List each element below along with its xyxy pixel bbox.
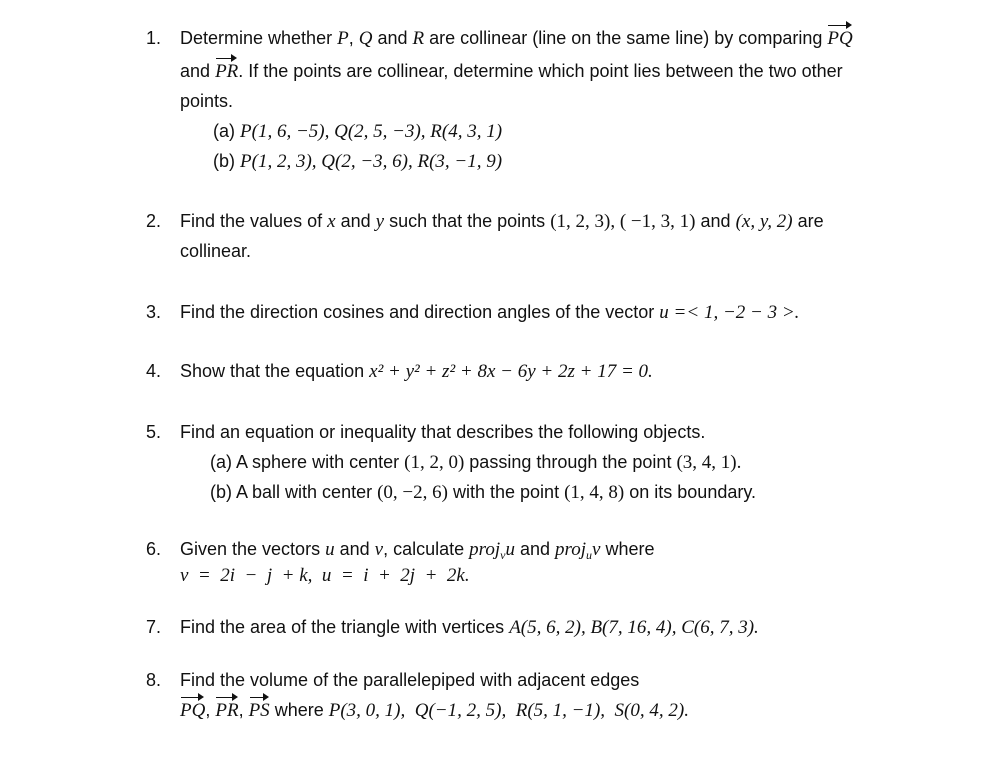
part-text: passing through the point	[469, 452, 672, 472]
part-expression: (3, 4, 1).	[676, 452, 742, 473]
problem-1-text: and	[180, 61, 211, 81]
problem-7-vertices: A(5, 6, 2), B(7, 16, 4), C(6, 7, 3).	[509, 617, 759, 638]
problem-1-part-b	[213, 150, 502, 173]
part-label: (b)	[213, 151, 235, 171]
symbol-x: x	[327, 211, 336, 232]
part-label: (a)	[210, 452, 232, 472]
part-expression: (0, −2, 6)	[377, 482, 448, 503]
part-text: with the point	[453, 482, 560, 502]
problem-7-number: 7.	[146, 617, 162, 637]
problem-4-equation: x² + y² + z² + 8x − 6y + 2z + 17 = 0.	[369, 361, 653, 382]
problem-6-text: and	[339, 539, 370, 559]
comma: ,	[205, 700, 216, 720]
symbol-y: y	[375, 211, 385, 232]
problem-5-part-b	[210, 481, 756, 504]
problem-1-number: 1.	[146, 28, 162, 48]
problem-5-line-1: Find an equation or inequality that describes the following objects.	[180, 422, 706, 442]
vector-pq: PQ	[180, 700, 206, 721]
problem-7-text: Find the area of the triangle with vertices	[180, 617, 505, 637]
problem-3-vector: u =< 1, −2 − 3 >.	[659, 302, 800, 323]
comma: ,	[348, 28, 359, 48]
part-expression: (1, 4, 8)	[564, 482, 625, 503]
problem-3-text: Find the direction cosines and direction angles of the vector	[180, 302, 655, 322]
problem-6-text: Given the vectors	[180, 539, 321, 559]
problem-1-text: and	[377, 28, 408, 48]
problem-1-text: are collinear (line on the same line) by comparing	[429, 28, 823, 48]
problem-3-line-1	[180, 301, 799, 324]
symbol-r: R	[412, 28, 425, 49]
problem-2-text: such that the points	[389, 211, 546, 231]
problem-1-line-2	[180, 60, 843, 83]
problem-6-text: where	[605, 539, 655, 559]
part-text: A sphere with center	[236, 452, 400, 472]
proj-v-u	[469, 539, 515, 560]
problem-6-text: , calculate	[383, 539, 465, 559]
problem-5-number: 5.	[146, 422, 162, 442]
problem-6-number: 6.	[146, 539, 162, 559]
problem-2-number: 2.	[146, 211, 162, 231]
part-label: (b)	[210, 482, 232, 502]
problem-8-line-2	[180, 699, 689, 722]
problem-6-line-2	[180, 564, 470, 587]
problem-6-line-1	[180, 538, 654, 561]
problem-7-line-1	[180, 616, 759, 639]
proj-u-v	[555, 539, 600, 560]
proj-label: proj	[555, 539, 586, 560]
problem-8-text: where	[274, 700, 324, 720]
symbol-u: u	[325, 539, 335, 560]
proj-argument: u	[505, 539, 515, 560]
problem-5-part-a	[210, 451, 741, 474]
problem-8-points: P(3, 0, 1), Q(−1, 2, 5), R(5, 1, −1), S(0, 4, 2).	[328, 700, 689, 721]
part-expression: (1, 2, 0)	[404, 452, 465, 473]
proj-label: proj	[469, 539, 501, 560]
problem-1-part-a	[213, 120, 502, 143]
problem-2-text: are	[797, 211, 824, 231]
problem-1-line-1	[180, 27, 853, 50]
problem-4-line-1	[180, 360, 653, 383]
problem-8-number: 8.	[146, 670, 162, 690]
problem-3-number: 3.	[146, 302, 162, 322]
problem-2-line-2: collinear.	[180, 241, 252, 261]
problem-1-line-3: points.	[180, 91, 234, 111]
problem-4-number: 4.	[146, 361, 162, 381]
problem-2-points: (1, 2, 3), ( −1, 3, 1)	[550, 211, 696, 232]
problem-2-text: and	[340, 211, 371, 231]
problem-2-point-xy: (x, y, 2)	[735, 211, 793, 232]
vector-pr: PR	[215, 700, 239, 721]
problem-2-line-1	[180, 210, 824, 233]
vector-pr: PR	[215, 61, 239, 82]
part-text: A ball with center	[236, 482, 373, 502]
problem-6-text: and	[519, 539, 551, 559]
proj-subscript: v	[500, 548, 506, 562]
comma: ,	[238, 700, 249, 720]
proj-subscript: u	[586, 548, 592, 562]
problem-6-vectors: v = 2i − j + k, u = i + 2j + 2k.	[180, 565, 470, 586]
symbol-p: P	[337, 28, 349, 49]
problem-2-text: Find the values of	[180, 211, 323, 231]
vector-pq: PQ	[827, 28, 853, 49]
symbol-q: Q	[358, 28, 373, 49]
part-label: (a)	[213, 121, 235, 141]
problem-8-line-1: Find the volume of the parallelepiped with adjacent edges	[180, 670, 640, 690]
problem-4-text: Show that the equation	[180, 361, 365, 381]
problem-1-text: . If the points are collinear, determine which point lies between the two other	[238, 61, 843, 81]
part-expression: P(1, 2, 3), Q(2, −3, 6), R(3, −1, 9)	[240, 151, 503, 172]
problem-1-text: Determine whether	[180, 28, 333, 48]
problem-2-text: and	[700, 211, 731, 231]
part-text: on its boundary.	[629, 482, 757, 502]
symbol-v: v	[374, 539, 384, 560]
vector-ps: PS	[248, 700, 270, 721]
proj-argument: v	[592, 539, 601, 560]
part-expression: P(1, 6, −5), Q(2, 5, −3), R(4, 3, 1)	[240, 121, 503, 142]
